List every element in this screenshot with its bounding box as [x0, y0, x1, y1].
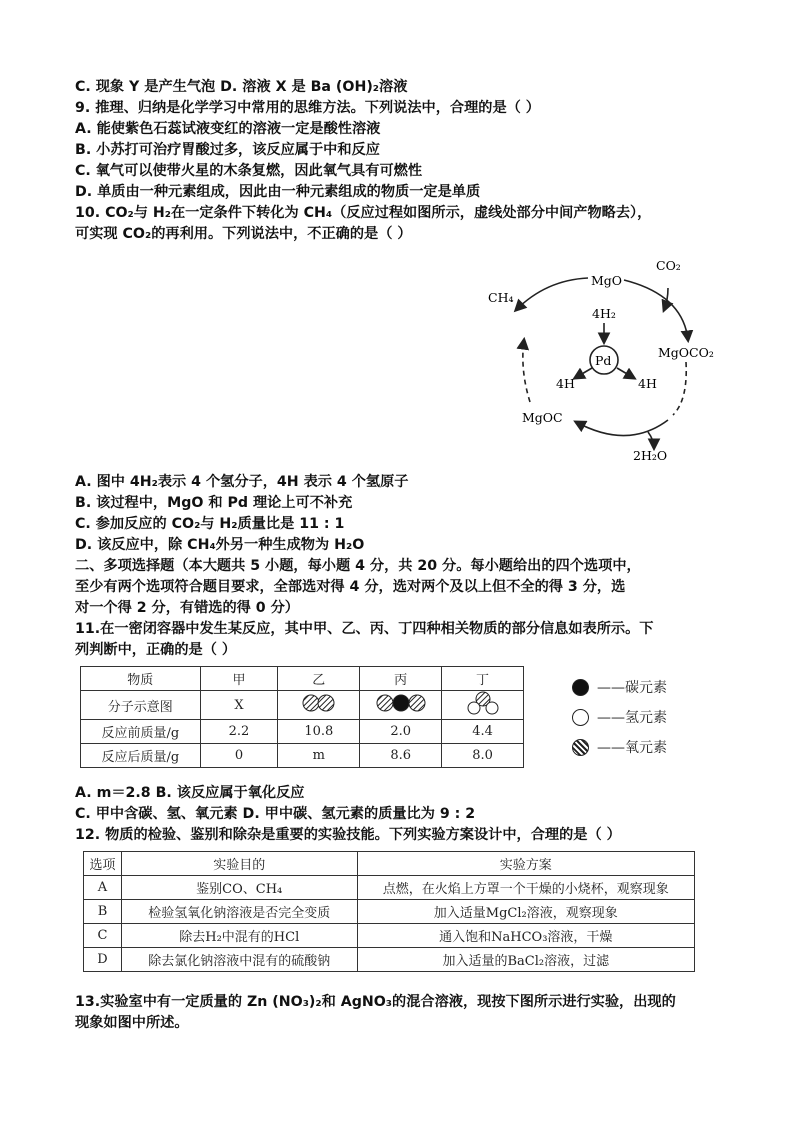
row-label-after: 反应后质量/g	[81, 744, 201, 768]
header-ding: 丁	[442, 667, 524, 691]
q13-stem-line1: 13.实验室中有一定质量的 Zn (NO₃)₂和 AgNO₃的混合溶液，现按下图所示进行实验，出现的	[75, 994, 676, 1010]
oxygen-dot-icon	[572, 739, 589, 756]
q10-stem-line1: 10. CO₂与 H₂在一定条件下转化为 CH₄（反应过程如图所示，虚线处部分中间产物略去），	[75, 205, 652, 221]
header-substance: 物质	[81, 667, 201, 691]
hydrogen-dot-icon	[572, 709, 589, 726]
table-row	[84, 924, 695, 948]
label-ch4: CH₄	[488, 290, 514, 305]
section2-heading-line2: 至少有两个选项符合题目要求，全部选对得 4 分，选对两个及以上但不全的得 3 分，选	[75, 579, 626, 595]
q11-stem-line1: 11.在一密闭容器中发生某反应，其中甲、乙、丙、丁四种相关物质的部分信息如表所示。下	[75, 621, 654, 637]
label-mgoco2: MgOCO₂	[658, 345, 714, 360]
before-yi: 10.8	[278, 720, 360, 744]
option-goal: 除去氯化钠溶液中混有的硫酸钠	[121, 948, 357, 972]
row-label-model: 分子示意图	[81, 691, 201, 720]
legend-hydrogen	[572, 707, 667, 727]
model-yi	[278, 691, 360, 720]
reaction-cycle-diagram	[478, 250, 714, 470]
label-pd: Pd	[595, 353, 612, 368]
option-plan: 加入适量MgCl₂溶液，观察现象	[357, 900, 694, 924]
option-goal: 检验氢氧化钠溶液是否完全变质	[121, 900, 357, 924]
before-jia: 2.2	[200, 720, 278, 744]
header-bing: 丙	[360, 667, 442, 691]
row-label-before: 反应前质量/g	[81, 720, 201, 744]
table-row	[81, 744, 524, 768]
q10-option-d: D. 该反应中，除 CH₄外另一种生成物为 H₂O	[75, 537, 365, 553]
label-co2: CO₂	[656, 258, 681, 273]
model-ding	[442, 691, 524, 720]
before-bing: 2.0	[360, 720, 442, 744]
option-goal: 除去H₂中混有的HCl	[121, 924, 357, 948]
q11-options-ab: A. m＝2.8 B. 该反应属于氧化反应	[75, 785, 305, 801]
label-mgo: MgO	[591, 273, 623, 288]
option-plan: 通入饱和NaHCO₃溶液，干燥	[357, 924, 694, 948]
table-row	[81, 691, 524, 720]
table-row	[84, 948, 695, 972]
legend-oxygen-label: ——氧元素	[597, 740, 667, 756]
header-yi: 乙	[278, 667, 360, 691]
section2-heading-line3: 对一个得 2 分，有错选的得 0 分）	[75, 600, 299, 616]
header-plan: 实验方案	[357, 852, 694, 876]
q11-stem-line2: 列判断中，正确的是（ ）	[75, 642, 237, 658]
option-plan: 点燃，在火焰上方罩一个干燥的小烧杯，观察现象	[357, 876, 694, 900]
table-row	[84, 852, 695, 876]
q11-options-cd: C. 甲中含碳、氢、氧元素 D. 甲中碳、氢元素的质量比为 9 : 2	[75, 806, 476, 822]
label-mgoc: MgOC	[522, 410, 563, 425]
q11-table	[80, 666, 524, 768]
q9-option-c: C. 氧气可以使带火星的木条复燃，因此氧气具有可燃性	[75, 163, 423, 179]
legend-carbon	[572, 677, 667, 697]
q13-stem-line2: 现象如图中所述。	[75, 1015, 189, 1031]
table-row	[81, 667, 524, 691]
header-option: 选项	[84, 852, 122, 876]
label-4h-right: 4H	[638, 376, 657, 391]
option-letter: D	[84, 948, 122, 972]
q9-option-a: A. 能使紫色石蕊试液变红的溶液一定是酸性溶液	[75, 121, 381, 137]
section2-heading-line1: 二、多项选择题（本大题共 5 小题，每小题 4 分，共 20 分。每小题给出的四个选项中，	[75, 558, 641, 574]
option-plan: 加入适量的BaCl₂溶液，过滤	[357, 948, 694, 972]
after-ding: 8.0	[442, 744, 524, 768]
option-goal: 鉴别CO、CH₄	[121, 876, 357, 900]
option-letter: B	[84, 900, 122, 924]
q8-options-cd: C. 现象 Y 是产生气泡 D. 溶液 X 是 Ba (OH)₂溶液	[75, 79, 408, 95]
q9-option-b: B. 小苏打可治疗胃酸过多，该反应属于中和反应	[75, 142, 380, 158]
option-letter: C	[84, 924, 122, 948]
h2o-molecule-icon	[463, 691, 503, 715]
header-goal: 实验目的	[121, 852, 357, 876]
after-yi: m	[278, 744, 360, 768]
model-jia: X	[200, 691, 278, 720]
q9-stem: 9. 推理、归纳是化学学习中常用的思维方法。下列说法中，合理的是（ ）	[75, 100, 540, 116]
label-2h2o: 2H₂O	[633, 448, 668, 463]
co2-molecule-icon	[373, 693, 429, 713]
legend-carbon-label: ——碳元素	[597, 680, 667, 696]
after-jia: 0	[200, 744, 278, 768]
table-row	[84, 876, 695, 900]
q10-stem-line2: 可实现 CO₂的再利用。下列说法中，不正确的是（ ）	[75, 226, 412, 242]
option-letter: A	[84, 876, 122, 900]
carbon-dot-icon	[572, 679, 589, 696]
model-bing	[360, 691, 442, 720]
q10-option-c: C. 参加反应的 CO₂与 H₂质量比是 11 : 1	[75, 516, 345, 532]
legend-oxygen	[572, 737, 667, 757]
q10-option-a: A. 图中 4H₂表示 4 个氢分子，4H 表示 4 个氢原子	[75, 474, 409, 490]
label-4h-left: 4H	[556, 376, 575, 391]
legend-hydrogen-label: ——氢元素	[597, 710, 667, 726]
o2-molecule-icon	[299, 693, 339, 713]
header-jia: 甲	[200, 667, 278, 691]
after-bing: 8.6	[360, 744, 442, 768]
q12-table	[83, 851, 695, 972]
q12-stem: 12. 物质的检验、鉴别和除杂是重要的实验技能。下列实验方案设计中，合理的是（ ）	[75, 827, 621, 843]
table-row	[81, 720, 524, 744]
table-row	[84, 900, 695, 924]
q9-option-d: D. 单质由一种元素组成，因此由一种元素组成的物质一定是单质	[75, 184, 481, 200]
before-ding: 4.4	[442, 720, 524, 744]
q10-option-b: B. 该过程中，MgO 和 Pd 理论上可不补充	[75, 495, 353, 511]
label-4h2: 4H₂	[592, 306, 616, 321]
